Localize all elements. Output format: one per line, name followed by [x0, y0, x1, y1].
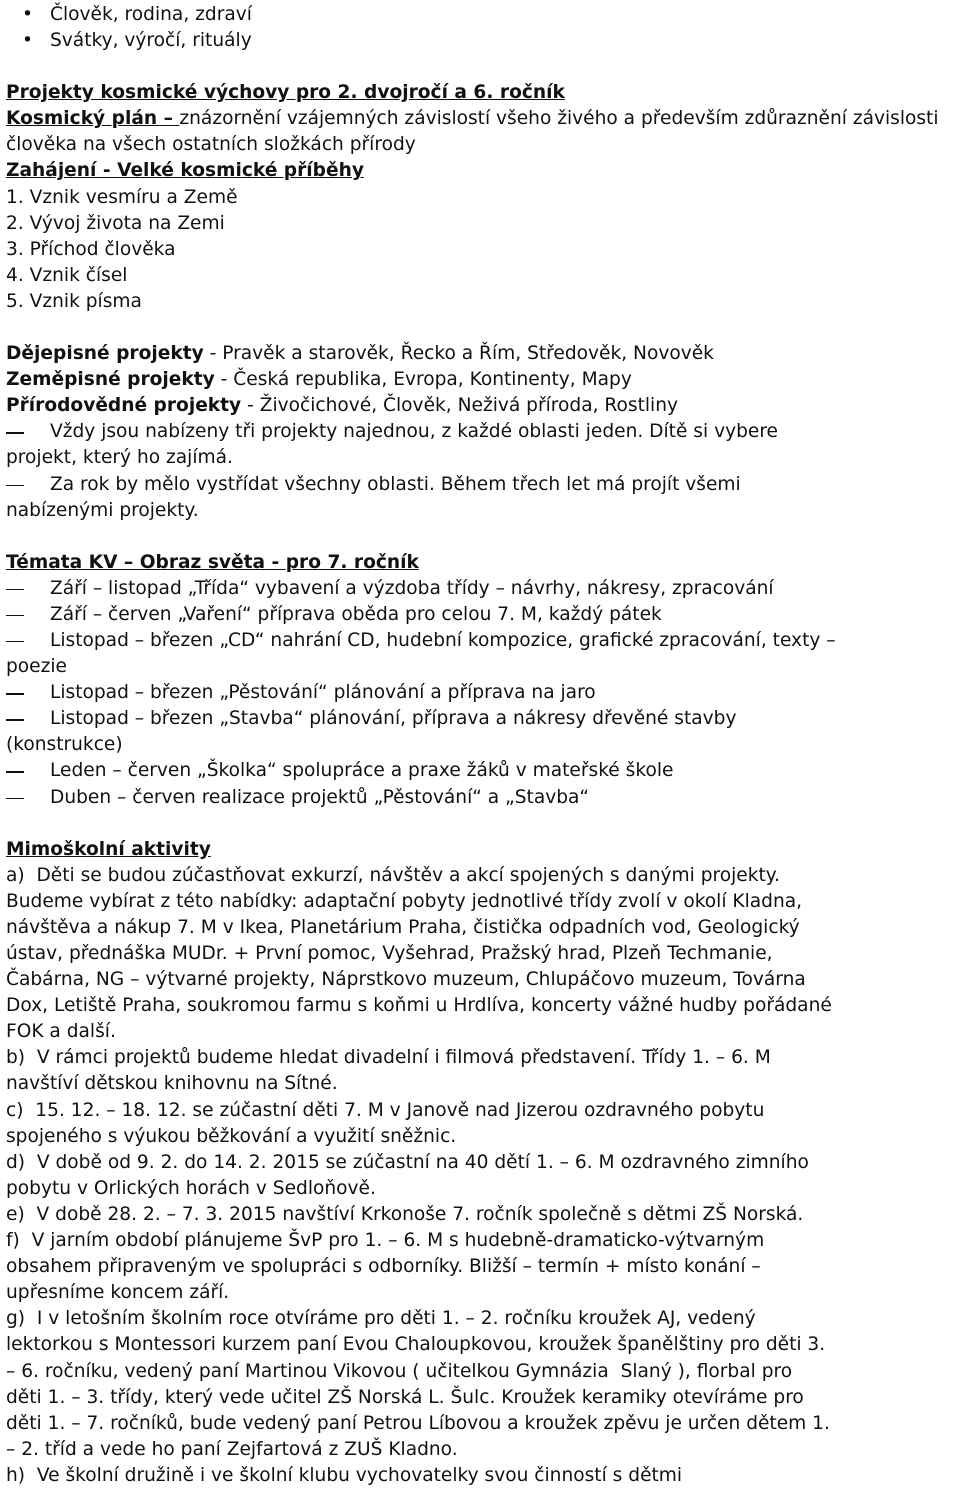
dash-marker — [6, 798, 24, 800]
list-item: 2. Vývoj života na Zemi — [6, 212, 225, 234]
subject-project-row — [6, 341, 954, 367]
dash-marker — [6, 615, 24, 617]
list-item — [6, 602, 954, 628]
list-item — [6, 628, 954, 680]
extra-item-continuation: děti 1. – 3. třídy, který vede učitel ZŠ Norská L. Šulc. Kroužek keramiky otevíráme pro — [6, 1386, 804, 1408]
dash-marker — [6, 589, 24, 591]
list-item — [6, 1306, 954, 1463]
stories-list — [6, 185, 954, 315]
extra-heading: Mimoškolní aktivity — [6, 838, 211, 860]
note-continuation: nabízenými projekty. — [6, 499, 199, 521]
dash-marker — [6, 432, 24, 434]
cosmic-plan-text: znázornění vzájemných závislostí všeho živého a především zdůraznění závislosti člověka na všech ostatních složkách přírody — [6, 108, 939, 156]
list-item: 5. Vznik písma — [6, 290, 142, 312]
kv-item-text: Září – listopad „Třída“ vybavení a výzdoba třídy – návrhy, nákresy, zpracování — [50, 577, 774, 599]
cosmic-plan-label: Kosmický plán – — [6, 108, 180, 130]
list-item: 3. Příchod člověka — [6, 238, 176, 260]
subject-project-label: Zeměpisné projekty — [6, 369, 215, 391]
start-heading: Zahájení - Velké kosmické příběhy — [6, 160, 364, 182]
extra-item-line: f) V jarním období plánujeme ŠvP pro 1. – 6. M s hudebně-dramaticko-výtvarným — [6, 1230, 765, 1252]
projects-heading: Projekty kosmické výchovy pro 2. dvojročí a 6. ročník — [6, 82, 565, 104]
note-continuation: projekt, který ho zajímá. — [6, 447, 233, 469]
extra-item-continuation: ústav, přednáška MUDr. + První pomoc, Vyšehrad, Pražský hrad, Plzeň Techmanie, — [6, 943, 773, 964]
extra-item-line: d) V době od 9. 2. do 14. 2. 2015 se zúčastní na 40 dětí 1. – 6. M ozdravného zimního — [6, 1151, 809, 1173]
extra-item-continuation: pobytu v Orlických horách v Sedloňově. — [6, 1177, 376, 1199]
subject-project-label: Dějepisné projekty — [6, 343, 204, 365]
dash-marker — [6, 485, 24, 487]
kv-item-text: Duben – červen realizace projektů „Pěstování“ a „Stavba“ — [50, 786, 590, 808]
extra-item-continuation: spojeného s výukou běžkování a využití sněžnic. — [6, 1125, 457, 1147]
extra-item-continuation: lektorkou s Montessori kurzem paní Evou Chaloupkovou, kroužek španělštiny pro děti 3. — [6, 1334, 826, 1356]
intro-bullet-list — [6, 2, 954, 54]
kv-item-text: Listopad – březen „CD“ nahrání CD, hudební kompozice, grafické zpracování, texty – — [50, 629, 836, 651]
extra-item-continuation: upřesníme koncem září. — [6, 1282, 230, 1304]
extra-item-continuation: – 2. tříd a vede ho paní Zejfartová z ZUŠ Kladno. — [6, 1438, 458, 1460]
kv-item-continuation: (konstrukce) — [6, 734, 123, 756]
subject-project-row — [6, 367, 954, 393]
kv-list — [6, 576, 954, 811]
dash-marker — [6, 771, 24, 773]
extra-item-continuation: Dox, Letiště Praha, soukromou farmu s koňmi u Hrdlíva, koncerty vážné hudby pořádané — [6, 995, 832, 1017]
extra-item-line: a) Děti se budou zúčastňovat exkurzí, návštěv a akcí spojených s danými projekty. — [6, 864, 781, 886]
list-item — [6, 1150, 954, 1202]
extra-item-line: g) I v letošním školním roce otvíráme pro děti 1. – 2. ročníku kroužek AJ, vedený — [6, 1308, 756, 1330]
list-item — [6, 1098, 954, 1150]
extra-item-continuation: – 6. ročníku, vedený paní Martinou Vikovou ( učitelkou Gymnázia Slaný ), florbal pro — [6, 1360, 793, 1382]
extra-item-continuation: FOK a další. — [6, 1021, 116, 1043]
list-item: • Svátky, výročí, rituály — [6, 28, 954, 54]
subject-project-row — [6, 393, 954, 419]
list-item — [6, 1463, 954, 1489]
extra-list — [6, 863, 954, 1489]
extra-item-line: h) Ve školní družině i ve školní klubu vychovatelky svou činností s dětmi — [6, 1464, 683, 1486]
extra-item-continuation: Čabárna, NG – výtvarné projekty, Náprstkovo muzeum, Chlupáčovo muzeum, Továrna — [6, 969, 806, 991]
extra-item-line: b) V rámci projektů budeme hledat divadelní i filmová představení. Třídy 1. – 6. M — [6, 1047, 771, 1069]
subject-project-text: - Česká republika, Evropa, Kontinenty, Mapy — [214, 369, 632, 391]
list-item — [6, 576, 954, 602]
extra-item-line: c) 15. 12. – 18. 12. se zúčastní děti 7. M v Janově nad Jizerou ozdravného pobytu — [6, 1099, 765, 1121]
list-item — [6, 706, 954, 758]
subject-project-text: - Živočichové, Člověk, Neživá příroda, Rostliny — [241, 395, 678, 417]
subject-project-label: Přírodovědné projekty — [6, 395, 242, 417]
list-item — [6, 1202, 954, 1228]
extra-item-continuation: návštěva a nákup 7. M v Ikea, Planetárium Praha, čistička odpadních vod, Geologický — [6, 916, 800, 938]
extra-item-continuation: Budeme vybírat z této nabídky: adaptační pobyty jednotlivé třídy zvolí v okolí Kladna, — [6, 890, 803, 912]
list-item: 4. Vznik čísel — [6, 264, 128, 286]
extra-item-line: e) V době 28. 2. – 7. 3. 2015 navštíví Krkonoše 7. ročník společně s dětmi ZŠ Norská. — [6, 1203, 804, 1225]
kv-item-text: Září – červen „Vaření“ příprava oběda pro celou 7. M, každý pátek — [50, 603, 662, 625]
dash-marker — [6, 693, 24, 695]
note-line: Vždy jsou nabízeny tři projekty najednou, z každé oblasti jeden. Dítě si vybere — [50, 421, 778, 443]
list-item — [6, 1228, 954, 1306]
kv-item-text: Leden – červen „Školka“ spolupráce a praxe žáků v mateřské škole — [50, 760, 674, 782]
dash-marker — [6, 719, 24, 721]
list-item — [6, 863, 954, 1046]
kv-item-continuation: poezie — [6, 656, 67, 678]
list-item — [6, 758, 954, 784]
extra-item-continuation: obsahem připraveným ve spolupráci s odborníky. Bližší – termín + místo konání – — [6, 1256, 761, 1278]
list-item — [6, 785, 954, 811]
list-item — [6, 472, 954, 524]
list-item — [6, 1045, 954, 1097]
dash-marker — [6, 641, 24, 643]
kv-item-text: Listopad – březen „Stavba“ plánování, příprava a nákresy dřevěné stavby — [50, 708, 737, 730]
list-item: 1. Vznik vesmíru a Země — [6, 186, 238, 208]
project-notes — [6, 419, 954, 523]
extra-item-continuation: děti 1. – 7. ročníků, bude vedený paní Petrou Líbovou a kroužek zpěvu je určen dětem 1. — [6, 1412, 830, 1434]
kv-heading: Témata KV – Obraz světa - pro 7. ročník — [6, 551, 419, 573]
list-item — [6, 419, 954, 471]
note-line: Za rok by mělo vystřídat všechny oblasti. Během třech let má projít všemi — [50, 473, 741, 495]
subject-project-text: - Pravěk a starověk, Řecko a Řím, Středověk, Novověk — [203, 343, 714, 365]
kv-item-text: Listopad – březen „Pěstování“ plánování a příprava na jaro — [50, 682, 596, 704]
extra-item-continuation: navštíví dětskou knihovnu na Sítné. — [6, 1073, 338, 1095]
cosmic-plan-paragraph — [6, 106, 954, 158]
list-item — [6, 680, 954, 706]
subject-projects — [6, 341, 954, 419]
list-item: • Člověk, rodina, zdraví — [6, 2, 954, 28]
